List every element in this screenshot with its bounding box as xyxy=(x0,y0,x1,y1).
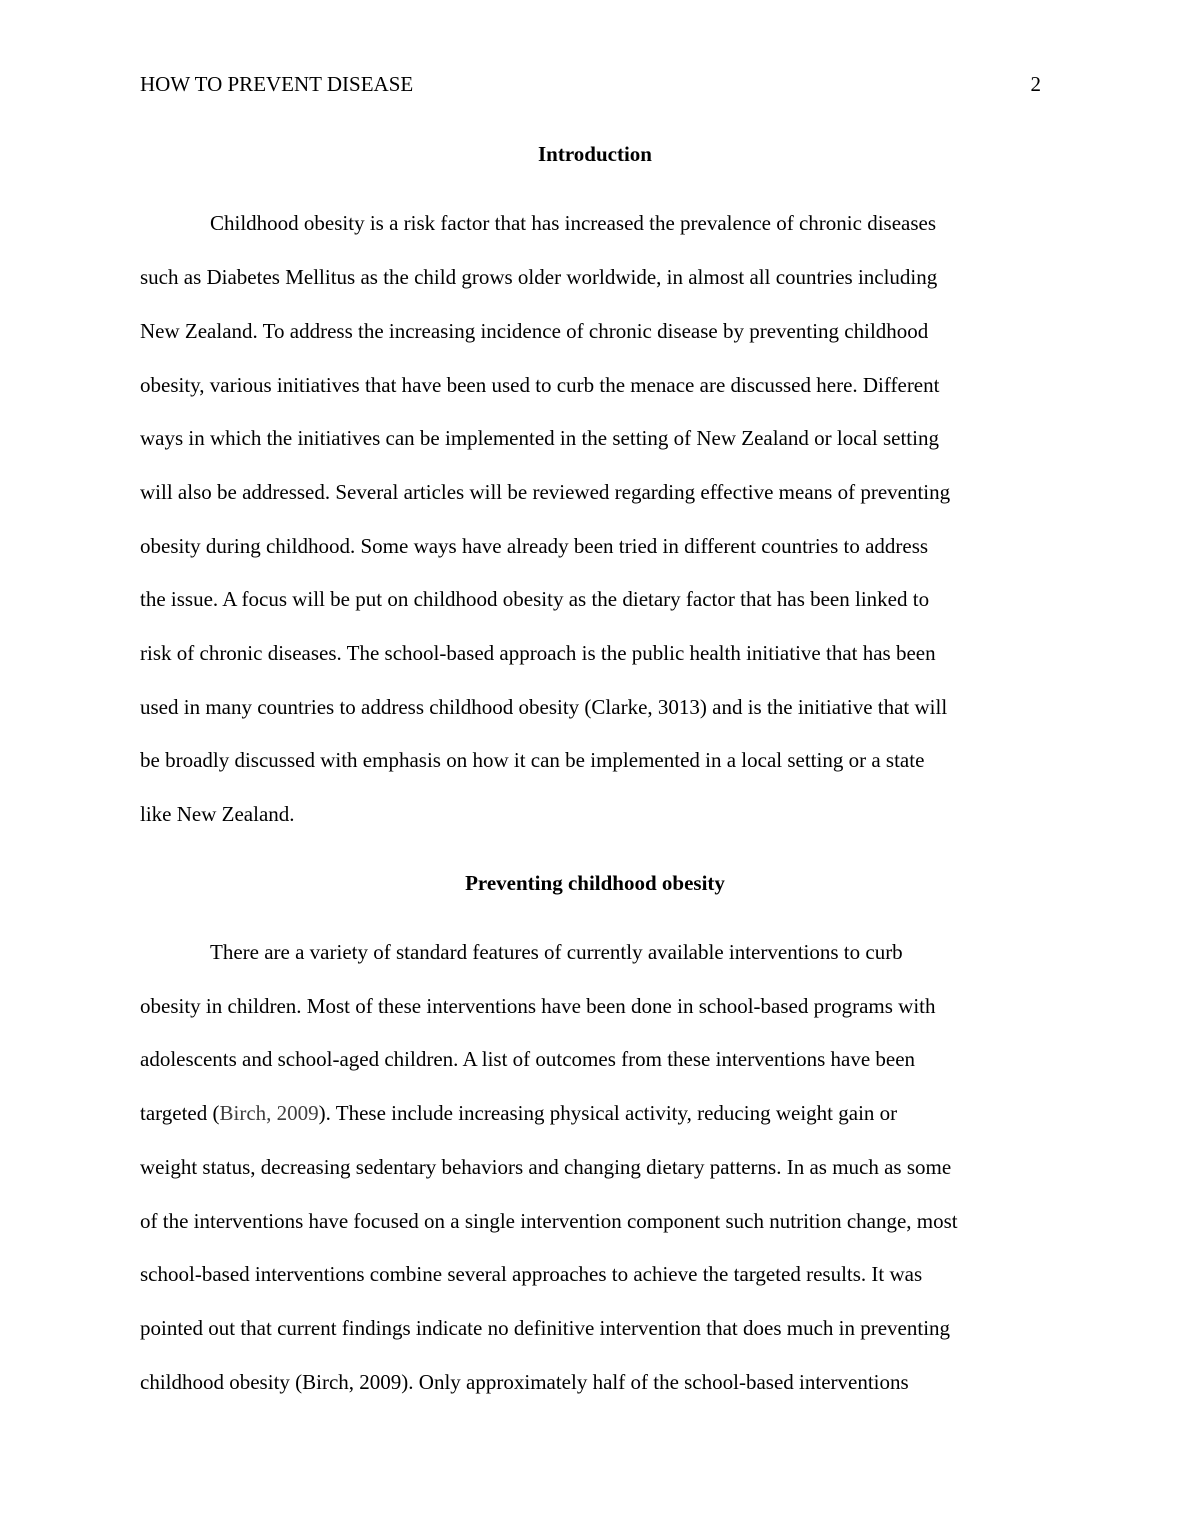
line-text-after: ). These include increasing physical activity, reducing weight gain or xyxy=(318,1101,898,1125)
paragraph-line: childhood obesity (Birch, 2009). Only approximately half of the school-based interventions xyxy=(140,1370,909,1394)
paragraph-line: weight status, decreasing sedentary behaviors and changing dietary patterns. In as much as some xyxy=(140,1155,952,1179)
page-number: 2 xyxy=(1030,72,1041,96)
paragraph-line: risk of chronic diseases. The school-based approach is the public health initiative that has been xyxy=(140,641,936,665)
section-heading-preventing-childhood-obesity: Preventing childhood obesity xyxy=(465,871,725,895)
paragraph-line: used in many countries to address childhood obesity (Clarke, 3013) and is the initiative that will xyxy=(140,695,948,719)
running-head: HOW TO PREVENT DISEASE xyxy=(140,72,414,96)
paragraph-line-with-citation xyxy=(140,1099,897,1127)
paragraph-line: be broadly discussed with emphasis on how it can be implemented in a local setting or a state xyxy=(140,748,925,772)
paragraph-line: There are a variety of standard features of currently available interventions to curb xyxy=(210,940,903,964)
citation-link: Birch, 2009 xyxy=(219,1101,319,1125)
paragraph-line: of the interventions have focused on a single intervention component such nutrition change, most xyxy=(140,1209,958,1233)
paragraph-line: school-based interventions combine several approaches to achieve the targeted results. It was xyxy=(140,1262,923,1286)
paragraph-line: obesity during childhood. Some ways have already been tried in different countries to address xyxy=(140,534,929,558)
paragraph-line: the issue. A focus will be put on childhood obesity as the dietary factor that has been linked to xyxy=(140,587,930,611)
paragraph-line: pointed out that current findings indicate no definitive intervention that does much in preventing xyxy=(140,1316,951,1340)
paragraph-line: obesity, various initiatives that have been used to curb the menace are discussed here. Different xyxy=(140,373,940,397)
line-text-before: targeted ( xyxy=(140,1101,220,1125)
paragraph-line: such as Diabetes Mellitus as the child grows older worldwide, in almost all countries including xyxy=(140,265,938,289)
paragraph-line: ways in which the initiatives can be implemented in the setting of New Zealand or local setting xyxy=(140,426,939,450)
paragraph-line: obesity in children. Most of these interventions have been done in school-based programs with xyxy=(140,994,936,1018)
paragraph-line: Childhood obesity is a risk factor that has increased the prevalence of chronic diseases xyxy=(210,211,937,235)
paragraph-line: adolescents and school-aged children. A list of outcomes from these interventions have been xyxy=(140,1047,916,1071)
section-heading-introduction: Introduction xyxy=(538,142,652,166)
paragraph-line: like New Zealand. xyxy=(140,802,295,826)
paragraph-line: will also be addressed. Several articles will be reviewed regarding effective means of preventing xyxy=(140,480,951,504)
paragraph-line: New Zealand. To address the increasing incidence of chronic disease by preventing childhood xyxy=(140,319,929,343)
